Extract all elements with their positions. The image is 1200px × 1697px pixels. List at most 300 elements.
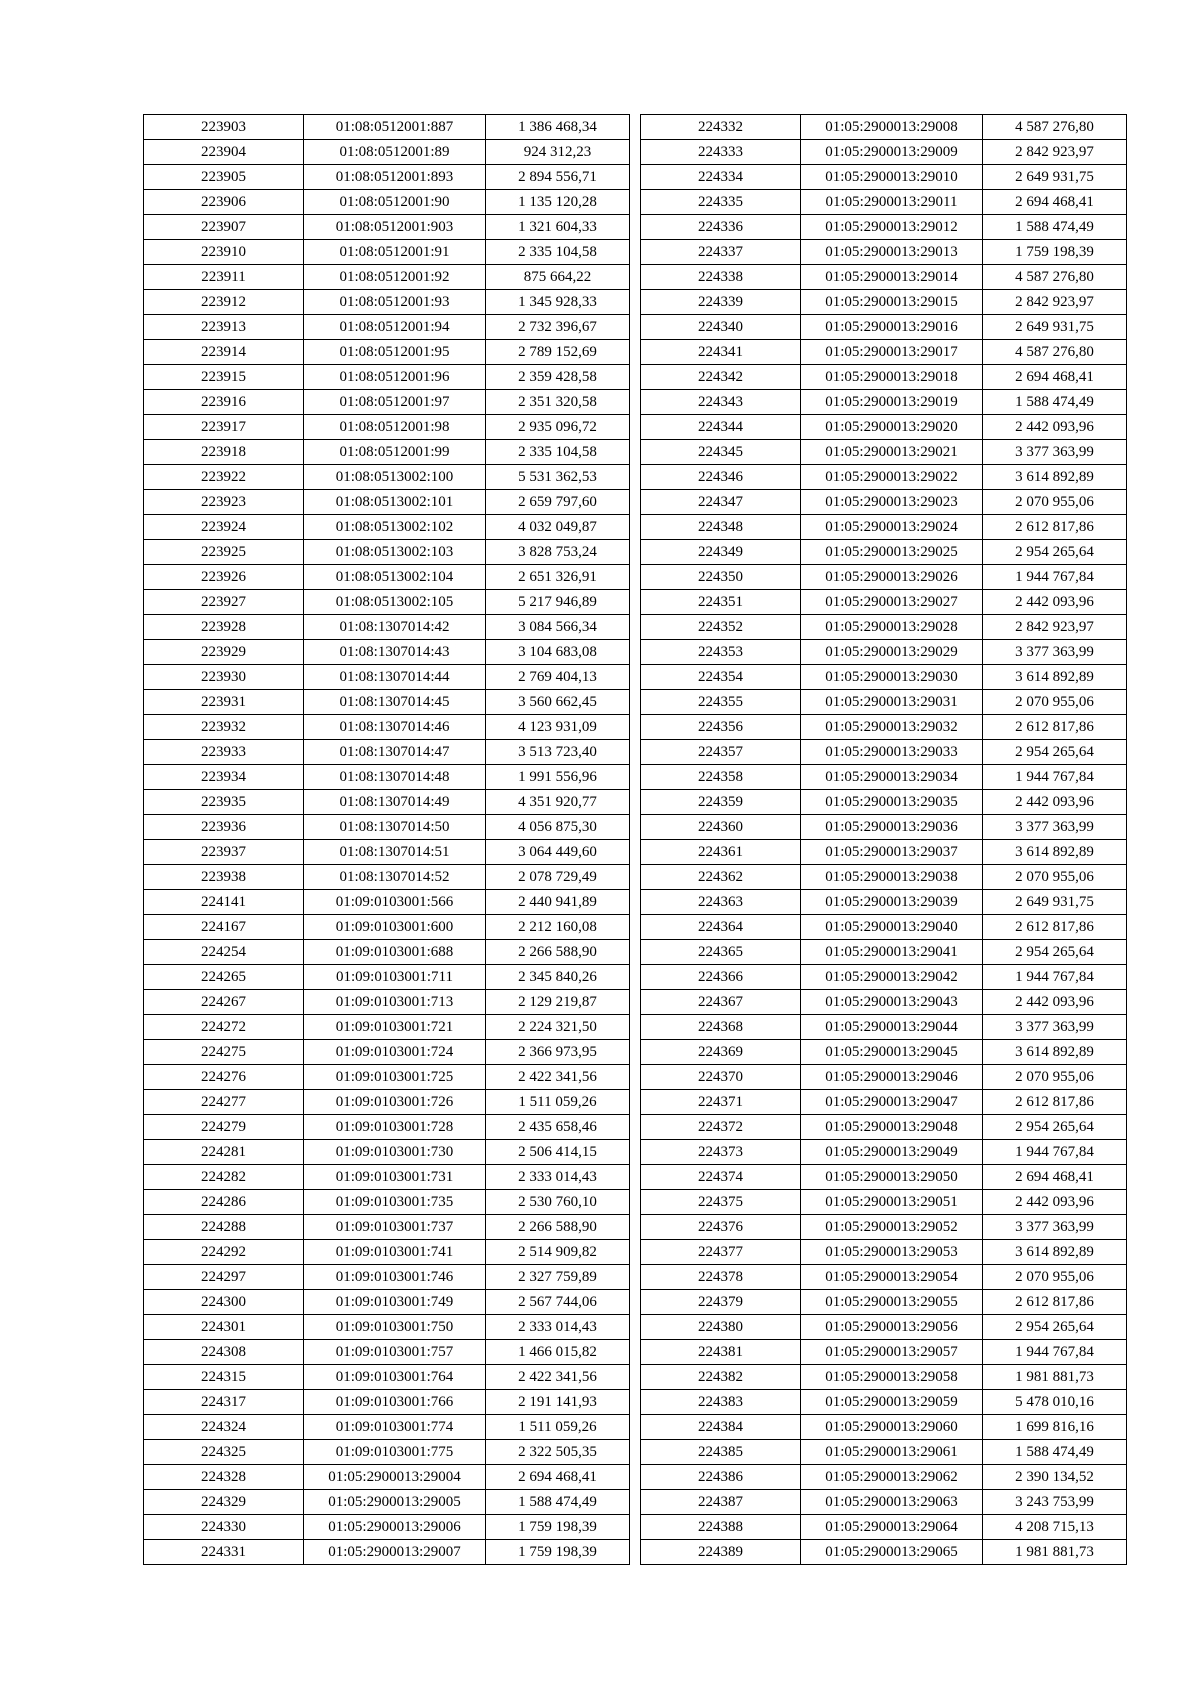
cadastral-number-cell: 01:05:2900013:29006 [304, 1515, 486, 1540]
row-number-cell: 224389 [641, 1540, 801, 1565]
row-number-cell: 223910 [144, 240, 304, 265]
table-row [641, 1265, 1127, 1290]
value-cell: 2 659 797,60 [486, 490, 630, 515]
cadastral-number-cell: 01:08:0512001:903 [304, 215, 486, 240]
table-row [144, 1065, 630, 1090]
value-cell: 2 333 014,43 [486, 1165, 630, 1190]
value-cell: 2 266 588,90 [486, 1215, 630, 1240]
value-cell: 2 842 923,97 [983, 290, 1127, 315]
value-cell: 2 612 817,86 [983, 1090, 1127, 1115]
cadastral-number-cell: 01:08:1307014:42 [304, 615, 486, 640]
row-number-cell: 224281 [144, 1140, 304, 1165]
cadastral-number-cell: 01:05:2900013:29013 [801, 240, 983, 265]
row-number-cell: 224375 [641, 1190, 801, 1215]
table-row [641, 1365, 1127, 1390]
table-row [641, 965, 1127, 990]
cadastral-number-cell: 01:05:2900013:29004 [304, 1465, 486, 1490]
value-cell: 2 694 468,41 [983, 1165, 1127, 1190]
table-row [641, 415, 1127, 440]
table-row [144, 165, 630, 190]
table-row [641, 815, 1127, 840]
row-number-cell: 224297 [144, 1265, 304, 1290]
table-row [641, 290, 1127, 315]
value-cell: 2 335 104,58 [486, 240, 630, 265]
table-row [144, 915, 630, 940]
table-row [144, 890, 630, 915]
table-row [641, 640, 1127, 665]
table-row [641, 765, 1127, 790]
cadastral-number-cell: 01:05:2900013:29007 [304, 1540, 486, 1565]
table-row [641, 590, 1127, 615]
row-number-cell: 224328 [144, 1465, 304, 1490]
cadastral-number-cell: 01:05:2900013:29053 [801, 1240, 983, 1265]
value-cell: 4 056 875,30 [486, 815, 630, 840]
table-row [144, 1390, 630, 1415]
row-number-cell: 224368 [641, 1015, 801, 1040]
row-number-cell: 224364 [641, 915, 801, 940]
table-row [144, 815, 630, 840]
value-cell: 3 614 892,89 [983, 665, 1127, 690]
cadastral-number-cell: 01:05:2900013:29031 [801, 690, 983, 715]
value-cell: 3 614 892,89 [983, 840, 1127, 865]
row-number-cell: 224372 [641, 1115, 801, 1140]
table-row [641, 1315, 1127, 1340]
table-row [144, 490, 630, 515]
value-cell: 1 386 468,34 [486, 115, 630, 140]
table-row [144, 215, 630, 240]
table-row [144, 740, 630, 765]
cadastral-number-cell: 01:05:2900013:29046 [801, 1065, 983, 1090]
value-cell: 1 466 015,82 [486, 1340, 630, 1365]
cadastral-number-cell: 01:05:2900013:29063 [801, 1490, 983, 1515]
cadastral-number-cell: 01:05:2900013:29037 [801, 840, 983, 865]
row-number-cell: 223932 [144, 715, 304, 740]
value-cell: 4 032 049,87 [486, 515, 630, 540]
cadastral-number-cell: 01:08:0513002:103 [304, 540, 486, 565]
row-number-cell: 224167 [144, 915, 304, 940]
table-row [144, 390, 630, 415]
cadastral-number-cell: 01:05:2900013:29009 [801, 140, 983, 165]
value-cell: 2 954 265,64 [983, 940, 1127, 965]
value-cell: 875 664,22 [486, 265, 630, 290]
cadastral-number-cell: 01:05:2900013:29029 [801, 640, 983, 665]
value-cell: 5 478 010,16 [983, 1390, 1127, 1415]
value-cell: 2 954 265,64 [983, 740, 1127, 765]
cadastral-number-cell: 01:09:0103001:750 [304, 1315, 486, 1340]
value-cell: 2 954 265,64 [983, 1315, 1127, 1340]
cadastral-number-cell: 01:05:2900013:29060 [801, 1415, 983, 1440]
value-cell: 2 935 096,72 [486, 415, 630, 440]
row-number-cell: 223927 [144, 590, 304, 615]
value-cell: 2 224 321,50 [486, 1015, 630, 1040]
cadastral-number-cell: 01:05:2900013:29048 [801, 1115, 983, 1140]
table-row [144, 765, 630, 790]
table-row [144, 1140, 630, 1165]
cadastral-number-cell: 01:08:0512001:95 [304, 340, 486, 365]
cadastral-number-cell: 01:05:2900013:29035 [801, 790, 983, 815]
value-cell: 4 351 920,77 [486, 790, 630, 815]
value-cell: 1 944 767,84 [983, 1140, 1127, 1165]
row-number-cell: 224357 [641, 740, 801, 765]
cadastral-number-cell: 01:05:2900013:29055 [801, 1290, 983, 1315]
row-number-cell: 224350 [641, 565, 801, 590]
table-row [641, 515, 1127, 540]
table-row [144, 1365, 630, 1390]
table-row [641, 1540, 1127, 1565]
table-row [144, 565, 630, 590]
value-cell: 1 944 767,84 [983, 1340, 1127, 1365]
cadastral-number-cell: 01:08:0513002:104 [304, 565, 486, 590]
value-cell: 2 612 817,86 [983, 1290, 1127, 1315]
cadastral-number-cell: 01:09:0103001:741 [304, 1240, 486, 1265]
value-cell: 3 828 753,24 [486, 540, 630, 565]
row-number-cell: 224339 [641, 290, 801, 315]
table-row [641, 465, 1127, 490]
value-cell: 2 954 265,64 [983, 540, 1127, 565]
row-number-cell: 224315 [144, 1365, 304, 1390]
cadastral-number-cell: 01:08:0513002:105 [304, 590, 486, 615]
value-cell: 5 531 362,53 [486, 465, 630, 490]
row-number-cell: 224387 [641, 1490, 801, 1515]
cadastral-number-cell: 01:05:2900013:29020 [801, 415, 983, 440]
table-row [144, 1290, 630, 1315]
value-cell: 2 651 326,91 [486, 565, 630, 590]
cadastral-number-cell: 01:05:2900013:29019 [801, 390, 983, 415]
table-row [144, 1165, 630, 1190]
table-row [641, 690, 1127, 715]
table-row [144, 440, 630, 465]
table-row [641, 1490, 1127, 1515]
table-row [144, 640, 630, 665]
table-row [144, 1265, 630, 1290]
cadastral-number-cell: 01:05:2900013:29045 [801, 1040, 983, 1065]
row-number-cell: 224292 [144, 1240, 304, 1265]
row-number-cell: 224354 [641, 665, 801, 690]
value-cell: 2 612 817,86 [983, 515, 1127, 540]
value-cell: 2 649 931,75 [983, 315, 1127, 340]
cadastral-number-cell: 01:08:1307014:52 [304, 865, 486, 890]
row-number-cell: 223903 [144, 115, 304, 140]
table-row [144, 865, 630, 890]
cadastral-number-cell: 01:08:0512001:98 [304, 415, 486, 440]
cadastral-number-cell: 01:08:1307014:45 [304, 690, 486, 715]
table-row [144, 940, 630, 965]
row-number-cell: 224385 [641, 1440, 801, 1465]
cadastral-number-cell: 01:09:0103001:749 [304, 1290, 486, 1315]
table-row [144, 1090, 630, 1115]
table-row [144, 965, 630, 990]
table-row [144, 190, 630, 215]
value-cell: 2 842 923,97 [983, 140, 1127, 165]
value-cell: 3 614 892,89 [983, 1040, 1127, 1065]
table-row [641, 1290, 1127, 1315]
table-row [144, 1315, 630, 1340]
cadastral-number-cell: 01:05:2900013:29065 [801, 1540, 983, 1565]
value-cell: 2 612 817,86 [983, 715, 1127, 740]
row-number-cell: 223930 [144, 665, 304, 690]
row-number-cell: 223925 [144, 540, 304, 565]
table-row [641, 1465, 1127, 1490]
cadastral-number-cell: 01:05:2900013:29051 [801, 1190, 983, 1215]
value-cell: 1 588 474,49 [983, 390, 1127, 415]
table-row [144, 590, 630, 615]
cadastral-number-cell: 01:08:0512001:91 [304, 240, 486, 265]
row-number-cell: 224337 [641, 240, 801, 265]
value-cell: 2 366 973,95 [486, 1040, 630, 1065]
cadastral-number-cell: 01:08:0513002:100 [304, 465, 486, 490]
row-number-cell: 224379 [641, 1290, 801, 1315]
cadastral-number-cell: 01:08:1307014:48 [304, 765, 486, 790]
value-cell: 3 377 363,99 [983, 640, 1127, 665]
value-cell: 2 649 931,75 [983, 890, 1127, 915]
row-number-cell: 224371 [641, 1090, 801, 1115]
table-row [641, 240, 1127, 265]
value-cell: 2 649 931,75 [983, 165, 1127, 190]
value-cell: 5 217 946,89 [486, 590, 630, 615]
row-number-cell: 224282 [144, 1165, 304, 1190]
table-row [641, 1390, 1127, 1415]
table-row [641, 1015, 1127, 1040]
row-number-cell: 224336 [641, 215, 801, 240]
cadastral-number-cell: 01:05:2900013:29030 [801, 665, 983, 690]
row-number-cell: 224346 [641, 465, 801, 490]
value-cell: 2 070 955,06 [983, 1265, 1127, 1290]
table-row [144, 1465, 630, 1490]
row-number-cell: 224317 [144, 1390, 304, 1415]
cadastral-number-cell: 01:09:0103001:726 [304, 1090, 486, 1115]
row-number-cell: 224276 [144, 1065, 304, 1090]
row-number-cell: 224331 [144, 1540, 304, 1565]
cadastral-number-cell: 01:08:0512001:89 [304, 140, 486, 165]
table-row [144, 665, 630, 690]
row-number-cell: 223936 [144, 815, 304, 840]
table-row [144, 1415, 630, 1440]
table-row [641, 1090, 1127, 1115]
value-cell: 3 377 363,99 [983, 1215, 1127, 1240]
row-number-cell: 224335 [641, 190, 801, 215]
table-row [641, 665, 1127, 690]
value-cell: 1 511 059,26 [486, 1415, 630, 1440]
value-cell: 2 322 505,35 [486, 1440, 630, 1465]
table-row [641, 990, 1127, 1015]
row-number-cell: 224384 [641, 1415, 801, 1440]
row-number-cell: 224288 [144, 1215, 304, 1240]
cadastral-number-cell: 01:05:2900013:29025 [801, 540, 983, 565]
value-cell: 1 981 881,73 [983, 1540, 1127, 1565]
table-row [144, 265, 630, 290]
table-row [144, 1115, 630, 1140]
cadastral-number-cell: 01:05:2900013:29056 [801, 1315, 983, 1340]
value-cell: 2 266 588,90 [486, 940, 630, 965]
value-cell: 2 442 093,96 [983, 415, 1127, 440]
table-row [144, 1215, 630, 1240]
table-row [641, 540, 1127, 565]
cadastral-number-cell: 01:09:0103001:766 [304, 1390, 486, 1415]
row-number-cell: 224360 [641, 815, 801, 840]
row-number-cell: 224286 [144, 1190, 304, 1215]
table-row [641, 1165, 1127, 1190]
cadastral-number-cell: 01:05:2900013:29023 [801, 490, 983, 515]
row-number-cell: 224325 [144, 1440, 304, 1465]
cadastral-number-cell: 01:05:2900013:29042 [801, 965, 983, 990]
row-number-cell: 224341 [641, 340, 801, 365]
cadastral-number-cell: 01:05:2900013:29040 [801, 915, 983, 940]
row-number-cell: 223924 [144, 515, 304, 540]
table-row [641, 565, 1127, 590]
row-number-cell: 224347 [641, 490, 801, 515]
row-number-cell: 223914 [144, 340, 304, 365]
cadastral-number-cell: 01:05:2900013:29021 [801, 440, 983, 465]
table-row [144, 365, 630, 390]
row-number-cell: 224358 [641, 765, 801, 790]
value-cell: 4 587 276,80 [983, 115, 1127, 140]
value-cell: 2 070 955,06 [983, 865, 1127, 890]
row-number-cell: 224308 [144, 1340, 304, 1365]
value-cell: 2 422 341,56 [486, 1065, 630, 1090]
row-number-cell: 223934 [144, 765, 304, 790]
cadastral-number-cell: 01:05:2900013:29017 [801, 340, 983, 365]
row-number-cell: 224366 [641, 965, 801, 990]
table-row [641, 315, 1127, 340]
row-number-cell: 223937 [144, 840, 304, 865]
table-row [144, 1015, 630, 1040]
row-number-cell: 223912 [144, 290, 304, 315]
table-row [641, 865, 1127, 890]
cadastral-number-cell: 01:08:0512001:99 [304, 440, 486, 465]
table-row [641, 1240, 1127, 1265]
table-row [641, 840, 1127, 865]
cadastral-number-cell: 01:05:2900013:29043 [801, 990, 983, 1015]
left-cadastral-table [143, 114, 630, 1565]
value-cell: 1 511 059,26 [486, 1090, 630, 1115]
value-cell: 3 377 363,99 [983, 1015, 1127, 1040]
row-number-cell: 223928 [144, 615, 304, 640]
row-number-cell: 224376 [641, 1215, 801, 1240]
cadastral-number-cell: 01:05:2900013:29022 [801, 465, 983, 490]
table-row [641, 715, 1127, 740]
table-row [641, 740, 1127, 765]
row-number-cell: 224330 [144, 1515, 304, 1540]
row-number-cell: 224367 [641, 990, 801, 1015]
value-cell: 2 506 414,15 [486, 1140, 630, 1165]
row-number-cell: 223935 [144, 790, 304, 815]
table-row [144, 990, 630, 1015]
cadastral-number-cell: 01:09:0103001:711 [304, 965, 486, 990]
row-number-cell: 223913 [144, 315, 304, 340]
cadastral-number-cell: 01:05:2900013:29036 [801, 815, 983, 840]
cadastral-number-cell: 01:05:2900013:29058 [801, 1365, 983, 1390]
cadastral-number-cell: 01:05:2900013:29047 [801, 1090, 983, 1115]
table-row [641, 340, 1127, 365]
cadastral-number-cell: 01:08:1307014:49 [304, 790, 486, 815]
value-cell: 4 587 276,80 [983, 265, 1127, 290]
cadastral-number-cell: 01:05:2900013:29010 [801, 165, 983, 190]
cadastral-number-cell: 01:05:2900013:29039 [801, 890, 983, 915]
cadastral-number-cell: 01:08:0512001:887 [304, 115, 486, 140]
cadastral-number-cell: 01:05:2900013:29033 [801, 740, 983, 765]
table-row [641, 1140, 1127, 1165]
value-cell: 3 064 449,60 [486, 840, 630, 865]
cadastral-number-cell: 01:09:0103001:775 [304, 1440, 486, 1465]
cadastral-number-cell: 01:08:1307014:46 [304, 715, 486, 740]
row-number-cell: 224351 [641, 590, 801, 615]
value-cell: 1 588 474,49 [983, 215, 1127, 240]
table-row [641, 490, 1127, 515]
table-row [641, 615, 1127, 640]
table-row [641, 440, 1127, 465]
cadastral-number-cell: 01:05:2900013:29038 [801, 865, 983, 890]
value-cell: 3 513 723,40 [486, 740, 630, 765]
row-number-cell: 224301 [144, 1315, 304, 1340]
row-number-cell: 224361 [641, 840, 801, 865]
value-cell: 3 614 892,89 [983, 1240, 1127, 1265]
cadastral-number-cell: 01:05:2900013:29027 [801, 590, 983, 615]
value-cell: 1 699 816,16 [983, 1415, 1127, 1440]
cadastral-number-cell: 01:05:2900013:29032 [801, 715, 983, 740]
table-row [144, 515, 630, 540]
row-number-cell: 223917 [144, 415, 304, 440]
row-number-cell: 224355 [641, 690, 801, 715]
cadastral-number-cell: 01:08:0512001:96 [304, 365, 486, 390]
cadastral-number-cell: 01:08:0512001:94 [304, 315, 486, 340]
value-cell: 2 442 093,96 [983, 1190, 1127, 1215]
value-cell: 924 312,23 [486, 140, 630, 165]
row-number-cell: 224349 [641, 540, 801, 565]
value-cell: 2 954 265,64 [983, 1115, 1127, 1140]
row-number-cell: 224377 [641, 1240, 801, 1265]
row-number-cell: 224369 [641, 1040, 801, 1065]
value-cell: 2 070 955,06 [983, 1065, 1127, 1090]
cadastral-number-cell: 01:08:0512001:97 [304, 390, 486, 415]
cadastral-number-cell: 01:05:2900013:29054 [801, 1265, 983, 1290]
cadastral-number-cell: 01:09:0103001:728 [304, 1115, 486, 1140]
cadastral-number-cell: 01:05:2900013:29064 [801, 1515, 983, 1540]
cadastral-number-cell: 01:08:0512001:92 [304, 265, 486, 290]
value-cell: 2 191 141,93 [486, 1390, 630, 1415]
value-cell: 3 560 662,45 [486, 690, 630, 715]
row-number-cell: 223922 [144, 465, 304, 490]
row-number-cell: 224279 [144, 1115, 304, 1140]
cadastral-number-cell: 01:05:2900013:29044 [801, 1015, 983, 1040]
value-cell: 3 084 566,34 [486, 615, 630, 640]
cadastral-number-cell: 01:09:0103001:737 [304, 1215, 486, 1240]
cadastral-number-cell: 01:08:1307014:51 [304, 840, 486, 865]
table-row [641, 165, 1127, 190]
value-cell: 2 694 468,41 [983, 190, 1127, 215]
row-number-cell: 224386 [641, 1465, 801, 1490]
row-number-cell: 224383 [641, 1390, 801, 1415]
row-number-cell: 223931 [144, 690, 304, 715]
cadastral-number-cell: 01:09:0103001:731 [304, 1165, 486, 1190]
value-cell: 2 842 923,97 [983, 615, 1127, 640]
value-cell: 2 612 817,86 [983, 915, 1127, 940]
right-cadastral-table [640, 114, 1127, 1565]
row-number-cell: 224333 [641, 140, 801, 165]
cadastral-number-cell: 01:09:0103001:724 [304, 1040, 486, 1065]
cadastral-number-cell: 01:05:2900013:29012 [801, 215, 983, 240]
cadastral-number-cell: 01:05:2900013:29057 [801, 1340, 983, 1365]
table-row [641, 1340, 1127, 1365]
cadastral-number-cell: 01:09:0103001:566 [304, 890, 486, 915]
row-number-cell: 224275 [144, 1040, 304, 1065]
table-row [144, 615, 630, 640]
table-row [144, 690, 630, 715]
cadastral-number-cell: 01:09:0103001:725 [304, 1065, 486, 1090]
table-row [144, 715, 630, 740]
value-cell: 3 104 683,08 [486, 640, 630, 665]
row-number-cell: 224345 [641, 440, 801, 465]
row-number-cell: 223906 [144, 190, 304, 215]
